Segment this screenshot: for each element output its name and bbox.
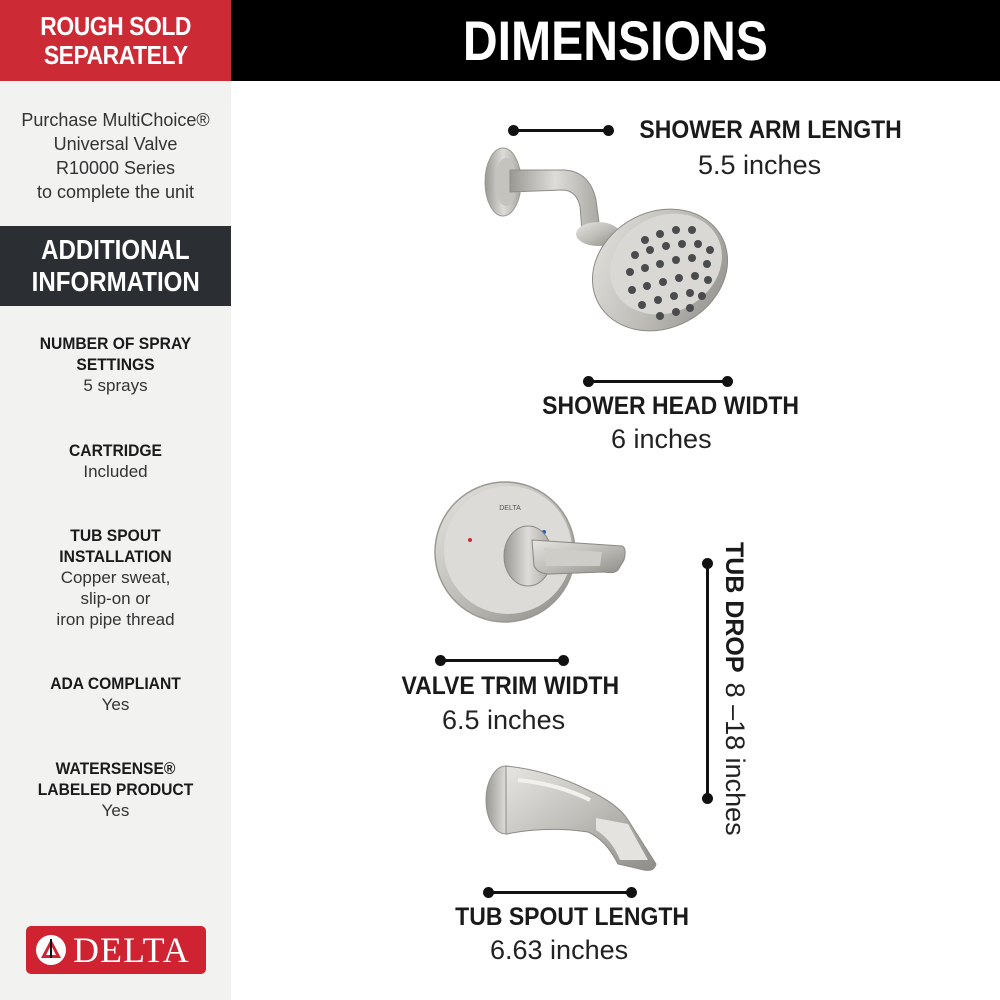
shower-head-value: 6 inches <box>611 424 712 454</box>
spec-label: LABELED PRODUCT <box>37 780 194 799</box>
spec-cartridge <box>0 440 231 482</box>
shower-head-dimension-line <box>588 380 728 383</box>
spec-value: Copper sweat, <box>60 568 171 587</box>
purchase-note-line: Purchase MultiChoice® <box>21 110 210 130</box>
valve-trim-image <box>432 470 632 650</box>
dimensions-header <box>231 0 1000 81</box>
page-title: DIMENSIONS <box>462 9 769 72</box>
tub-drop-value: 8 –18 inches <box>720 682 750 836</box>
spec-value: Yes <box>101 801 130 820</box>
shower-arm-label: SHOWER ARM LENGTH <box>639 116 902 144</box>
trim-brand-text: DELTA <box>499 505 521 512</box>
spec-label: TUB SPOUT <box>70 526 161 545</box>
tub-drop-label: TUB DROP <box>720 542 748 673</box>
info-banner-line-2: INFORMATION <box>31 266 200 297</box>
rough-banner-line-2: SEPARATELY <box>43 39 188 70</box>
spec-label: NUMBER OF SPRAY <box>39 334 192 353</box>
spec-value: slip-on or <box>80 589 151 608</box>
info-banner-line-1: ADDITIONAL <box>41 234 190 265</box>
delta-logo-text: DELTA <box>73 930 190 970</box>
tub-spout-value: 6.63 inches <box>490 935 629 965</box>
tub-spout-image <box>478 760 668 880</box>
spec-label: ADA COMPLIANT <box>50 674 181 693</box>
spec-spray-settings <box>0 333 231 396</box>
tub-drop-text <box>716 542 750 842</box>
spec-tub-spout-installation <box>0 525 231 630</box>
spec-label: SETTINGS <box>76 355 155 374</box>
spec-label: CARTRIDGE <box>69 441 162 460</box>
shower-arm-value: 5.5 inches <box>698 150 822 180</box>
spec-value: Included <box>83 462 148 481</box>
shower-arm-dimension-line <box>513 129 609 132</box>
shower-head-image <box>470 140 750 350</box>
spec-ada-compliant <box>0 673 231 715</box>
delta-triangle-icon <box>35 934 67 966</box>
spec-value: Yes <box>101 695 130 714</box>
purchase-note-line: to complete the unit <box>36 182 195 202</box>
purchase-note-line: R10000 Series <box>55 158 176 178</box>
tub-drop-dimension-line <box>706 563 709 799</box>
rough-sold-separately-banner <box>0 0 231 81</box>
tub-spout-dimension-line <box>488 891 632 894</box>
purchase-note <box>0 108 231 204</box>
spec-value: 5 sprays <box>83 376 148 395</box>
rough-banner-line-1: ROUGH SOLD <box>40 10 191 41</box>
spec-label: WATERSENSE® <box>55 759 176 778</box>
delta-logo <box>26 926 206 974</box>
sidebar <box>0 0 231 1000</box>
spec-label: INSTALLATION <box>59 547 172 566</box>
additional-information-banner <box>0 226 231 306</box>
valve-trim-label: VALVE TRIM WIDTH <box>401 672 620 700</box>
shower-head-label: SHOWER HEAD WIDTH <box>542 392 799 420</box>
valve-trim-dimension-line <box>440 659 564 662</box>
spec-watersense <box>0 758 231 821</box>
tub-spout-label: TUB SPOUT LENGTH <box>455 903 690 931</box>
spec-value: iron pipe thread <box>56 610 175 629</box>
valve-trim-value: 6.5 inches <box>442 705 566 735</box>
purchase-note-line: Universal Valve <box>53 134 178 154</box>
